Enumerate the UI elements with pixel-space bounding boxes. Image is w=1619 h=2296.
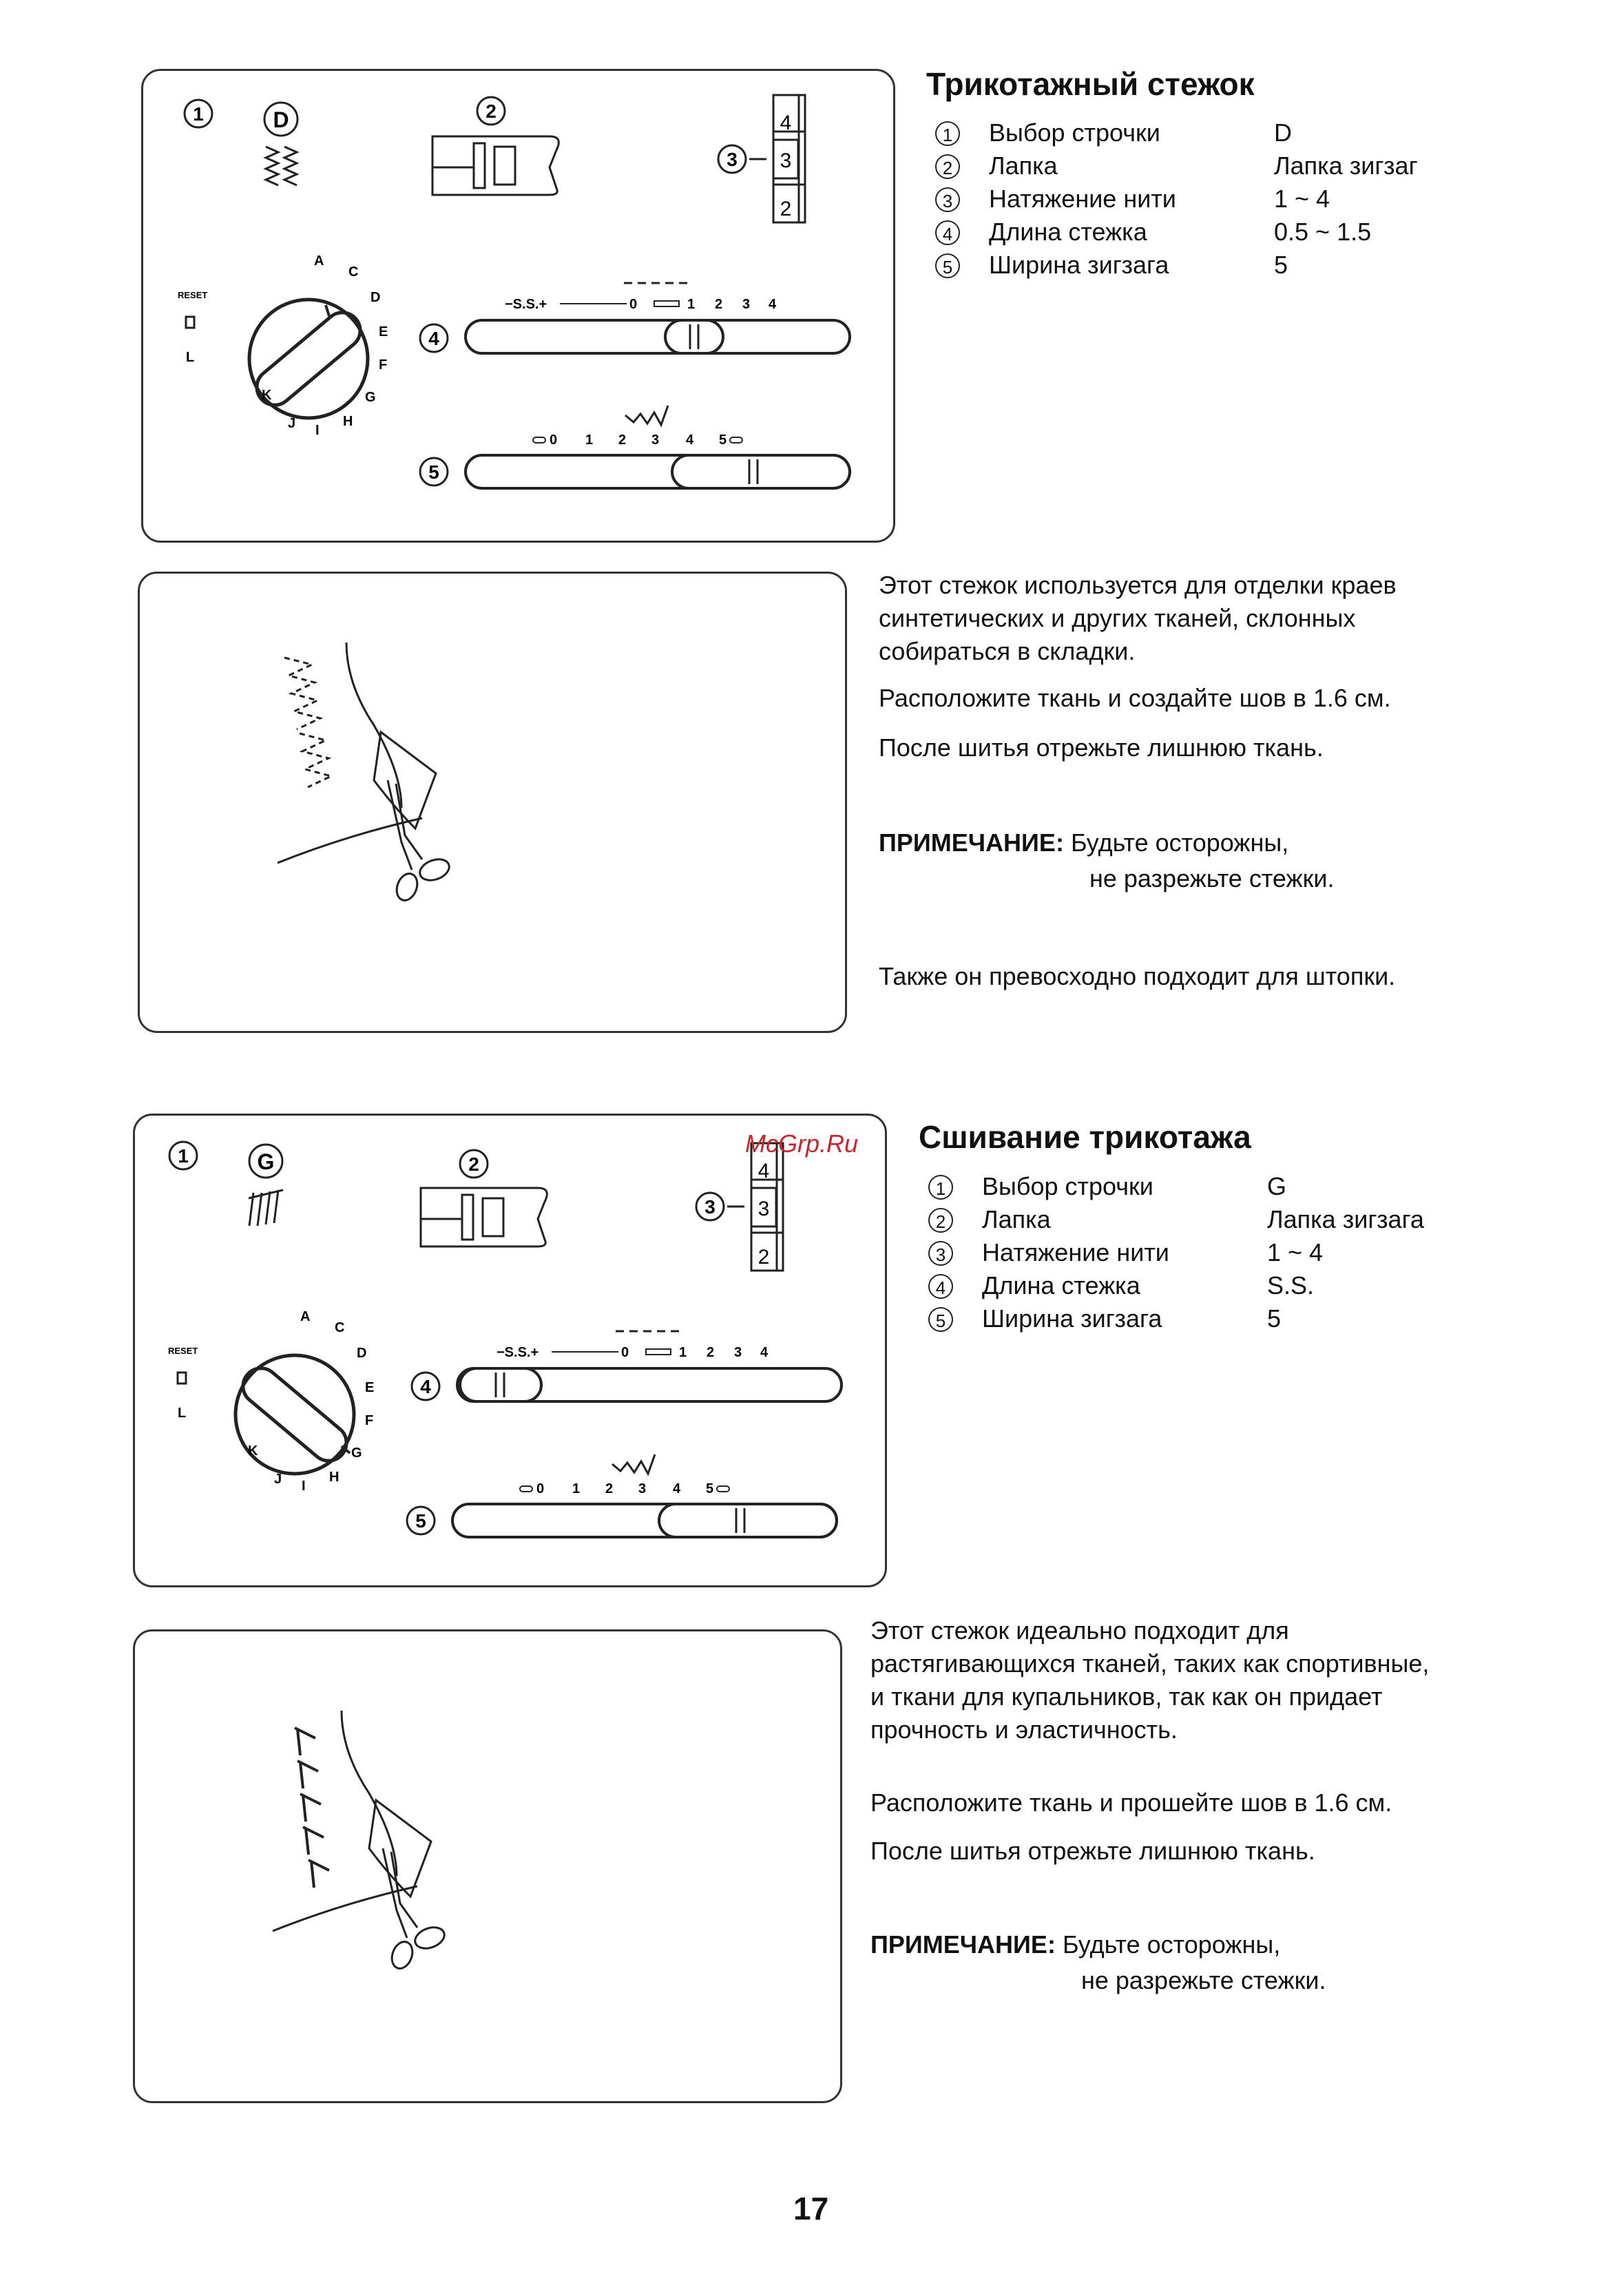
width-tick-1: 1 — [585, 432, 594, 448]
callout-5 — [420, 458, 448, 486]
overlock-stitch-illustration — [135, 1631, 844, 2105]
description-line: прочность и эластичность. — [870, 1715, 1178, 1744]
width-tick-4: 4 — [673, 1481, 681, 1496]
pattern-letter: G — [257, 1149, 275, 1174]
spec-row — [928, 1271, 1479, 1304]
illustration-panel-2 — [133, 1629, 842, 2103]
callout-3 — [718, 145, 746, 173]
zigzag-foot-icon — [432, 136, 558, 195]
tension-number-4: 4 — [758, 1160, 770, 1182]
dial-letter-j: J — [274, 1472, 282, 1487]
dial-letter-k: K — [248, 1443, 258, 1459]
callout-1-label: 1 — [193, 103, 204, 125]
spec-value: S.S. — [1267, 1271, 1315, 1300]
tension-number-4: 4 — [780, 112, 792, 134]
tension-dial-icon — [727, 1143, 783, 1271]
watermark-text: McGrp.Ru — [745, 1129, 859, 1158]
spec-label: Натяжение нити — [982, 1238, 1169, 1266]
tension-dial-icon — [749, 95, 805, 222]
illustration-panel-1 — [138, 572, 847, 1033]
dial-letter-c: C — [348, 264, 359, 280]
length-scale-label: −S.S.+ — [505, 297, 547, 312]
spec-num: 2 — [935, 154, 960, 179]
tension-number-2: 2 — [780, 198, 792, 220]
dial-letter-e: E — [365, 1380, 375, 1395]
spec-row — [935, 118, 1486, 152]
dial-letter-j: J — [288, 416, 296, 431]
length-tick-0: 0 — [621, 1345, 629, 1360]
knit-stitch-illustration — [140, 574, 849, 1035]
callout-2-label: 2 — [468, 1154, 479, 1175]
callout-4 — [412, 1373, 439, 1400]
dial-letter-h: H — [343, 414, 353, 429]
description-line: синтетических и других тканей, склонных — [879, 604, 1356, 632]
length-tick-2: 2 — [715, 297, 723, 312]
callout-4 — [420, 324, 448, 352]
spec-label: Лапка — [982, 1205, 1051, 1233]
scissors-icon — [388, 780, 452, 904]
section-2-step-1: Расположите ткань и прошейте шов в 1.6 см. — [870, 1788, 1392, 1817]
length-tick-3: 3 — [734, 1345, 742, 1360]
spec-num: 2 — [928, 1208, 953, 1233]
section-1-spec-list — [935, 118, 1486, 284]
spec-label: Длина стежка — [982, 1271, 1140, 1300]
length-tick-2: 2 — [707, 1345, 715, 1360]
width-tick-5: 5 — [706, 1481, 714, 1496]
description-line: Этот стежок используется для отделки краев — [879, 571, 1397, 599]
settings-diagram-2 — [135, 1116, 889, 1589]
width-tick-1: 1 — [572, 1481, 581, 1496]
dial-letter-h: H — [329, 1470, 340, 1485]
zigzag-width-slider — [452, 1454, 837, 1537]
dial-letter-d: D — [370, 290, 381, 305]
spec-row — [928, 1238, 1479, 1271]
callout-5-label: 5 — [415, 1510, 426, 1532]
length-scale-label: −S.S.+ — [497, 1345, 539, 1360]
description-line: растягивающихся тканей, таких как спортивные, — [870, 1649, 1430, 1678]
dial-letter-l: L — [178, 1406, 187, 1421]
dial-letter-f: F — [379, 357, 388, 373]
dial-letter-g: G — [351, 1446, 362, 1461]
spec-row — [928, 1205, 1479, 1238]
width-tick-3: 3 — [651, 432, 660, 448]
settings-panel-2 — [133, 1114, 887, 1587]
zigzag-foot-icon — [421, 1188, 547, 1246]
note-text: Будьте осторожны, — [1070, 828, 1289, 857]
width-tick-0: 0 — [550, 432, 558, 448]
pattern-selector-letter — [249, 1145, 282, 1178]
callout-1 — [169, 1142, 197, 1169]
spec-value: Лапка зигзага — [1267, 1205, 1424, 1233]
spec-label: Натяжение нити — [989, 185, 1176, 213]
zigzag-stitch-row-icon — [284, 658, 331, 787]
callout-3-label: 3 — [704, 1196, 716, 1218]
tension-number-3: 3 — [780, 149, 792, 172]
section-2-title: Сшивание трикотажа — [919, 1119, 1251, 1155]
dial-letter-l: L — [186, 350, 195, 365]
spec-row — [935, 218, 1486, 251]
spec-label: Выбор строчки — [989, 118, 1160, 147]
spec-value: G — [1267, 1172, 1287, 1200]
section-1-step-1: Расположите ткань и создайте шов в 1.6 см. — [879, 684, 1391, 712]
spec-value: 1 ~ 4 — [1274, 185, 1330, 213]
section-2-step-2: После шитья отрежьте лишнюю ткань. — [870, 1837, 1315, 1865]
callout-1 — [185, 100, 212, 127]
width-tick-3: 3 — [638, 1481, 647, 1496]
spec-row — [935, 152, 1486, 185]
tension-number-2: 2 — [758, 1246, 770, 1269]
dial-letter-i: I — [302, 1479, 306, 1494]
length-tick-4: 4 — [760, 1345, 769, 1360]
section-2-description — [870, 1614, 1429, 1746]
dial-letter-i: I — [315, 423, 320, 438]
description-line: и ткани для купальников, так как он придает — [870, 1682, 1383, 1711]
spec-row — [935, 251, 1486, 284]
knit-stitch-symbol-icon — [266, 147, 297, 185]
dial-letter-k: K — [262, 388, 272, 403]
description-line: Этот стежок идеально подходит для — [870, 1616, 1289, 1645]
callout-4-label: 4 — [428, 328, 439, 349]
spec-label: Ширина зигзага — [989, 251, 1169, 279]
section-1-extra: Также он превосходно подходит для штопки. — [879, 962, 1396, 990]
spec-num: 5 — [935, 253, 960, 278]
callout-1-label: 1 — [178, 1145, 189, 1167]
dial-letter-a: A — [300, 1309, 311, 1324]
spec-value: 5 — [1267, 1304, 1282, 1333]
zigzag-width-slider — [466, 406, 850, 488]
spec-value: 0.5 ~ 1.5 — [1274, 218, 1372, 246]
spec-value: D — [1274, 118, 1292, 147]
stitch-length-slider — [466, 283, 850, 353]
spec-label: Лапка — [989, 152, 1058, 180]
spec-label: Ширина зигзага — [982, 1304, 1162, 1333]
dial-reset-label: RESET — [178, 290, 208, 300]
spec-row — [935, 185, 1486, 218]
spec-num: 4 — [928, 1274, 953, 1299]
spec-num: 1 — [935, 121, 960, 146]
dial-letter-g: G — [365, 390, 376, 405]
spec-num: 3 — [935, 187, 960, 212]
dial-letter-e: E — [379, 324, 388, 340]
dial-reset-label: RESET — [168, 1346, 198, 1356]
note-text: Будьте осторожны, — [1062, 1930, 1281, 1959]
spec-num: 4 — [935, 220, 960, 245]
dial-letter-d: D — [357, 1346, 367, 1361]
spec-value: 5 — [1274, 251, 1288, 279]
callout-2 — [477, 97, 505, 125]
settings-diagram-1 — [143, 71, 897, 545]
width-tick-0: 0 — [536, 1481, 545, 1496]
length-tick-0: 0 — [629, 297, 638, 312]
width-tick-2: 2 — [618, 432, 627, 448]
fabric-edge-icon — [278, 643, 436, 863]
dial-letter-c: C — [335, 1320, 345, 1335]
width-tick-5: 5 — [719, 432, 727, 448]
length-tick-1: 1 — [679, 1345, 687, 1360]
length-tick-4: 4 — [769, 297, 777, 312]
description-line: собираться в складки. — [879, 637, 1136, 665]
length-tick-1: 1 — [687, 297, 696, 312]
section-1-note — [879, 826, 1288, 859]
stitch-length-slider — [457, 1331, 842, 1401]
section-1-description — [879, 569, 1397, 668]
width-tick-4: 4 — [686, 432, 694, 448]
section-2-note-line-2: не разрежьте стежки. — [1081, 1966, 1326, 1994]
dial-letter-a: A — [314, 253, 324, 269]
settings-panel-1 — [141, 69, 895, 543]
section-2-spec-list — [928, 1172, 1479, 1337]
overlock-stitch-row-icon — [295, 1728, 329, 1888]
callout-2-label: 2 — [485, 101, 497, 122]
tension-number-3: 3 — [758, 1198, 770, 1220]
page-number: 17 — [793, 2191, 829, 2226]
callout-2 — [460, 1150, 488, 1178]
spec-row — [928, 1304, 1479, 1337]
spec-label: Выбор строчки — [982, 1172, 1153, 1200]
section-1-title: Трикотажный стежок — [926, 66, 1255, 102]
callout-4-label: 4 — [420, 1376, 431, 1397]
spec-value: 1 ~ 4 — [1267, 1238, 1324, 1266]
spec-label: Длина стежка — [989, 218, 1147, 246]
spec-num: 1 — [928, 1175, 953, 1200]
pattern-letter: D — [273, 107, 289, 132]
spec-value: Лапка зигзаг — [1274, 152, 1418, 180]
spec-row — [928, 1172, 1479, 1205]
overlock-stitch-symbol-icon — [249, 1190, 283, 1226]
pattern-selector-dial — [168, 1309, 374, 1494]
section-2-note — [870, 1928, 1280, 1961]
pattern-selector-dial — [178, 253, 388, 438]
fabric-edge-icon — [273, 1711, 431, 1931]
callout-3 — [696, 1193, 724, 1220]
scissors-icon — [383, 1848, 447, 1972]
pattern-selector-letter — [264, 103, 297, 136]
note-label: ПРИМЕЧАНИЕ: — [870, 1930, 1056, 1959]
spec-num: 3 — [928, 1241, 953, 1266]
section-1-note-line-2: не разрежьте стежки. — [1089, 864, 1335, 893]
dial-letter-f: F — [365, 1413, 374, 1428]
section-1-step-2: После шитья отрежьте лишнюю ткань. — [879, 733, 1324, 762]
width-tick-2: 2 — [605, 1481, 614, 1496]
callout-5 — [407, 1507, 435, 1534]
callout-5-label: 5 — [428, 461, 439, 483]
note-label: ПРИМЕЧАНИЕ: — [879, 828, 1064, 857]
length-tick-3: 3 — [742, 297, 751, 312]
callout-3-label: 3 — [727, 149, 738, 170]
spec-num: 5 — [928, 1307, 953, 1332]
